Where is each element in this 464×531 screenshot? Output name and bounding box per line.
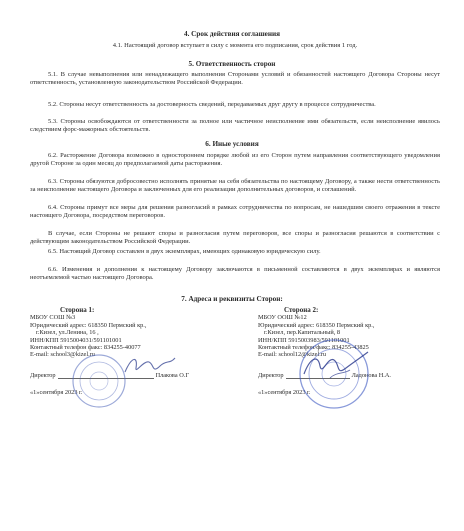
party-1-signature-icon (122, 352, 178, 378)
party-1-stamp-icon (70, 352, 128, 410)
party-2-email: E-mail: school12@kizel.ru (258, 351, 327, 359)
party-2-address-line-2: г.Кизел, пер.Капитальный, 8 (264, 329, 341, 337)
party-2-date: «1»сентября 2023 г. (258, 389, 311, 397)
party-2-inn: ИНН/КПП 5915003983/591101001 (258, 336, 350, 344)
party-1-address-line-2: г.Кизел, ул.Ленина, 16 , (36, 329, 99, 337)
party-2-signer: Ладонова Н.А. (351, 371, 392, 379)
party-1-inn: ИНН/КПП 5915004031/591101001 (30, 336, 122, 344)
section-5-paragraph-3: 5.3. Стороны освобождаются от ответственности за полное или частичное неисполнение ими обязательств, если неисполнение явилось следствием форс-мажорных обстоятельств. (30, 118, 440, 133)
section-6-title: 6. Иные условия (205, 140, 259, 148)
party-2-title: Сторона 2: (284, 306, 319, 314)
party-1-director-label: Директор (30, 371, 56, 379)
section-6-paragraph-5: 6.5. Настоящий Договор составлен в двух экземплярах, имеющих одинаковую юридическую силу. (48, 248, 321, 255)
party-2-phone: Контактный телефон/факс: 834255-43825 (258, 344, 369, 352)
party-1-title: Сторона 1: (60, 306, 95, 314)
section-6-paragraph-1: 6.2. Расторжение Договора возможно в одностороннем порядке любой из его Сторон путем направления соответствующего уведомления другой Стороне за один месяц до предполагаемой даты расторжения. (30, 152, 440, 167)
party-1-date: «1»сентября 2023 г. (30, 389, 83, 397)
party-1-phone: Контактный телефон факс: 834255-40077 (30, 344, 141, 352)
section-4-title: 4. Срок действия соглашения (183, 30, 281, 38)
section-5-paragraph-2: 5.2. Стороны несут ответственность за достоверность сведений, передаваемых друг другу в процессе сотрудничества. (48, 101, 376, 108)
party-1-signer: Плакова О.Г (155, 371, 189, 379)
section-4-paragraph-1: 4.1. Настоящий договор вступает в силу с момента его подписания, срок действия 1 год. (112, 42, 358, 49)
section-6-paragraph-2: 6.3. Стороны обязуются добросовестно исполнять принятые на себя обязательства по настоящему Договору, а также нести ответственность за неисполнение настоящего Договора и заключенных для его реализации дополнительных договоров, и соглашений. (30, 178, 440, 193)
section-6-paragraph-6: 6.6. Изменения и дополнения к настоящему Договору заключаются в письменной составляются в двух экземплярах и являются неотъемлемой частью настоящего Договора. (30, 266, 440, 281)
party-2-address-line-1: Юридический адрес: 618350 Пермский кр., (258, 321, 375, 329)
party-2-name: МБОУ ООШ №12 (258, 314, 307, 322)
party-1-address-line-1: Юридический адрес: 618350 Пермский кр., (30, 321, 147, 329)
section-5-paragraph-1: 5.1. В случае невыполнения или ненадлежащего выполнения Сторонами условий и обязанностей настоящего Договора Стороны несут ответственность, установленную законодательством Российской Федерации. (30, 71, 440, 86)
party-2-signature-icon (300, 348, 372, 382)
party-1-email: E-mail: school3@kizel.ru (30, 351, 95, 359)
section-6-paragraph-3: 6.4. Стороны примут все меры для решения разногласий в рамках сотрудничества по вопросам, не нашедшим своего отражения в тексте настоящего Договора, посредством переговоров. (30, 204, 440, 219)
section-6-paragraph-4: В случае, если Стороны не решают споры и разногласия путем переговоров, все споры и разногласия решаются в соответствии с действующим законодательством Российской Федерации. (30, 230, 440, 245)
section-5-title: 5. Ответственность сторон (188, 60, 276, 68)
party-1-name: МБОУ СОШ №3 (30, 314, 76, 322)
section-7-title: 7. Адреса и реквизиты Сторон: (181, 295, 283, 303)
party-2-director-label: Директор (258, 371, 284, 379)
